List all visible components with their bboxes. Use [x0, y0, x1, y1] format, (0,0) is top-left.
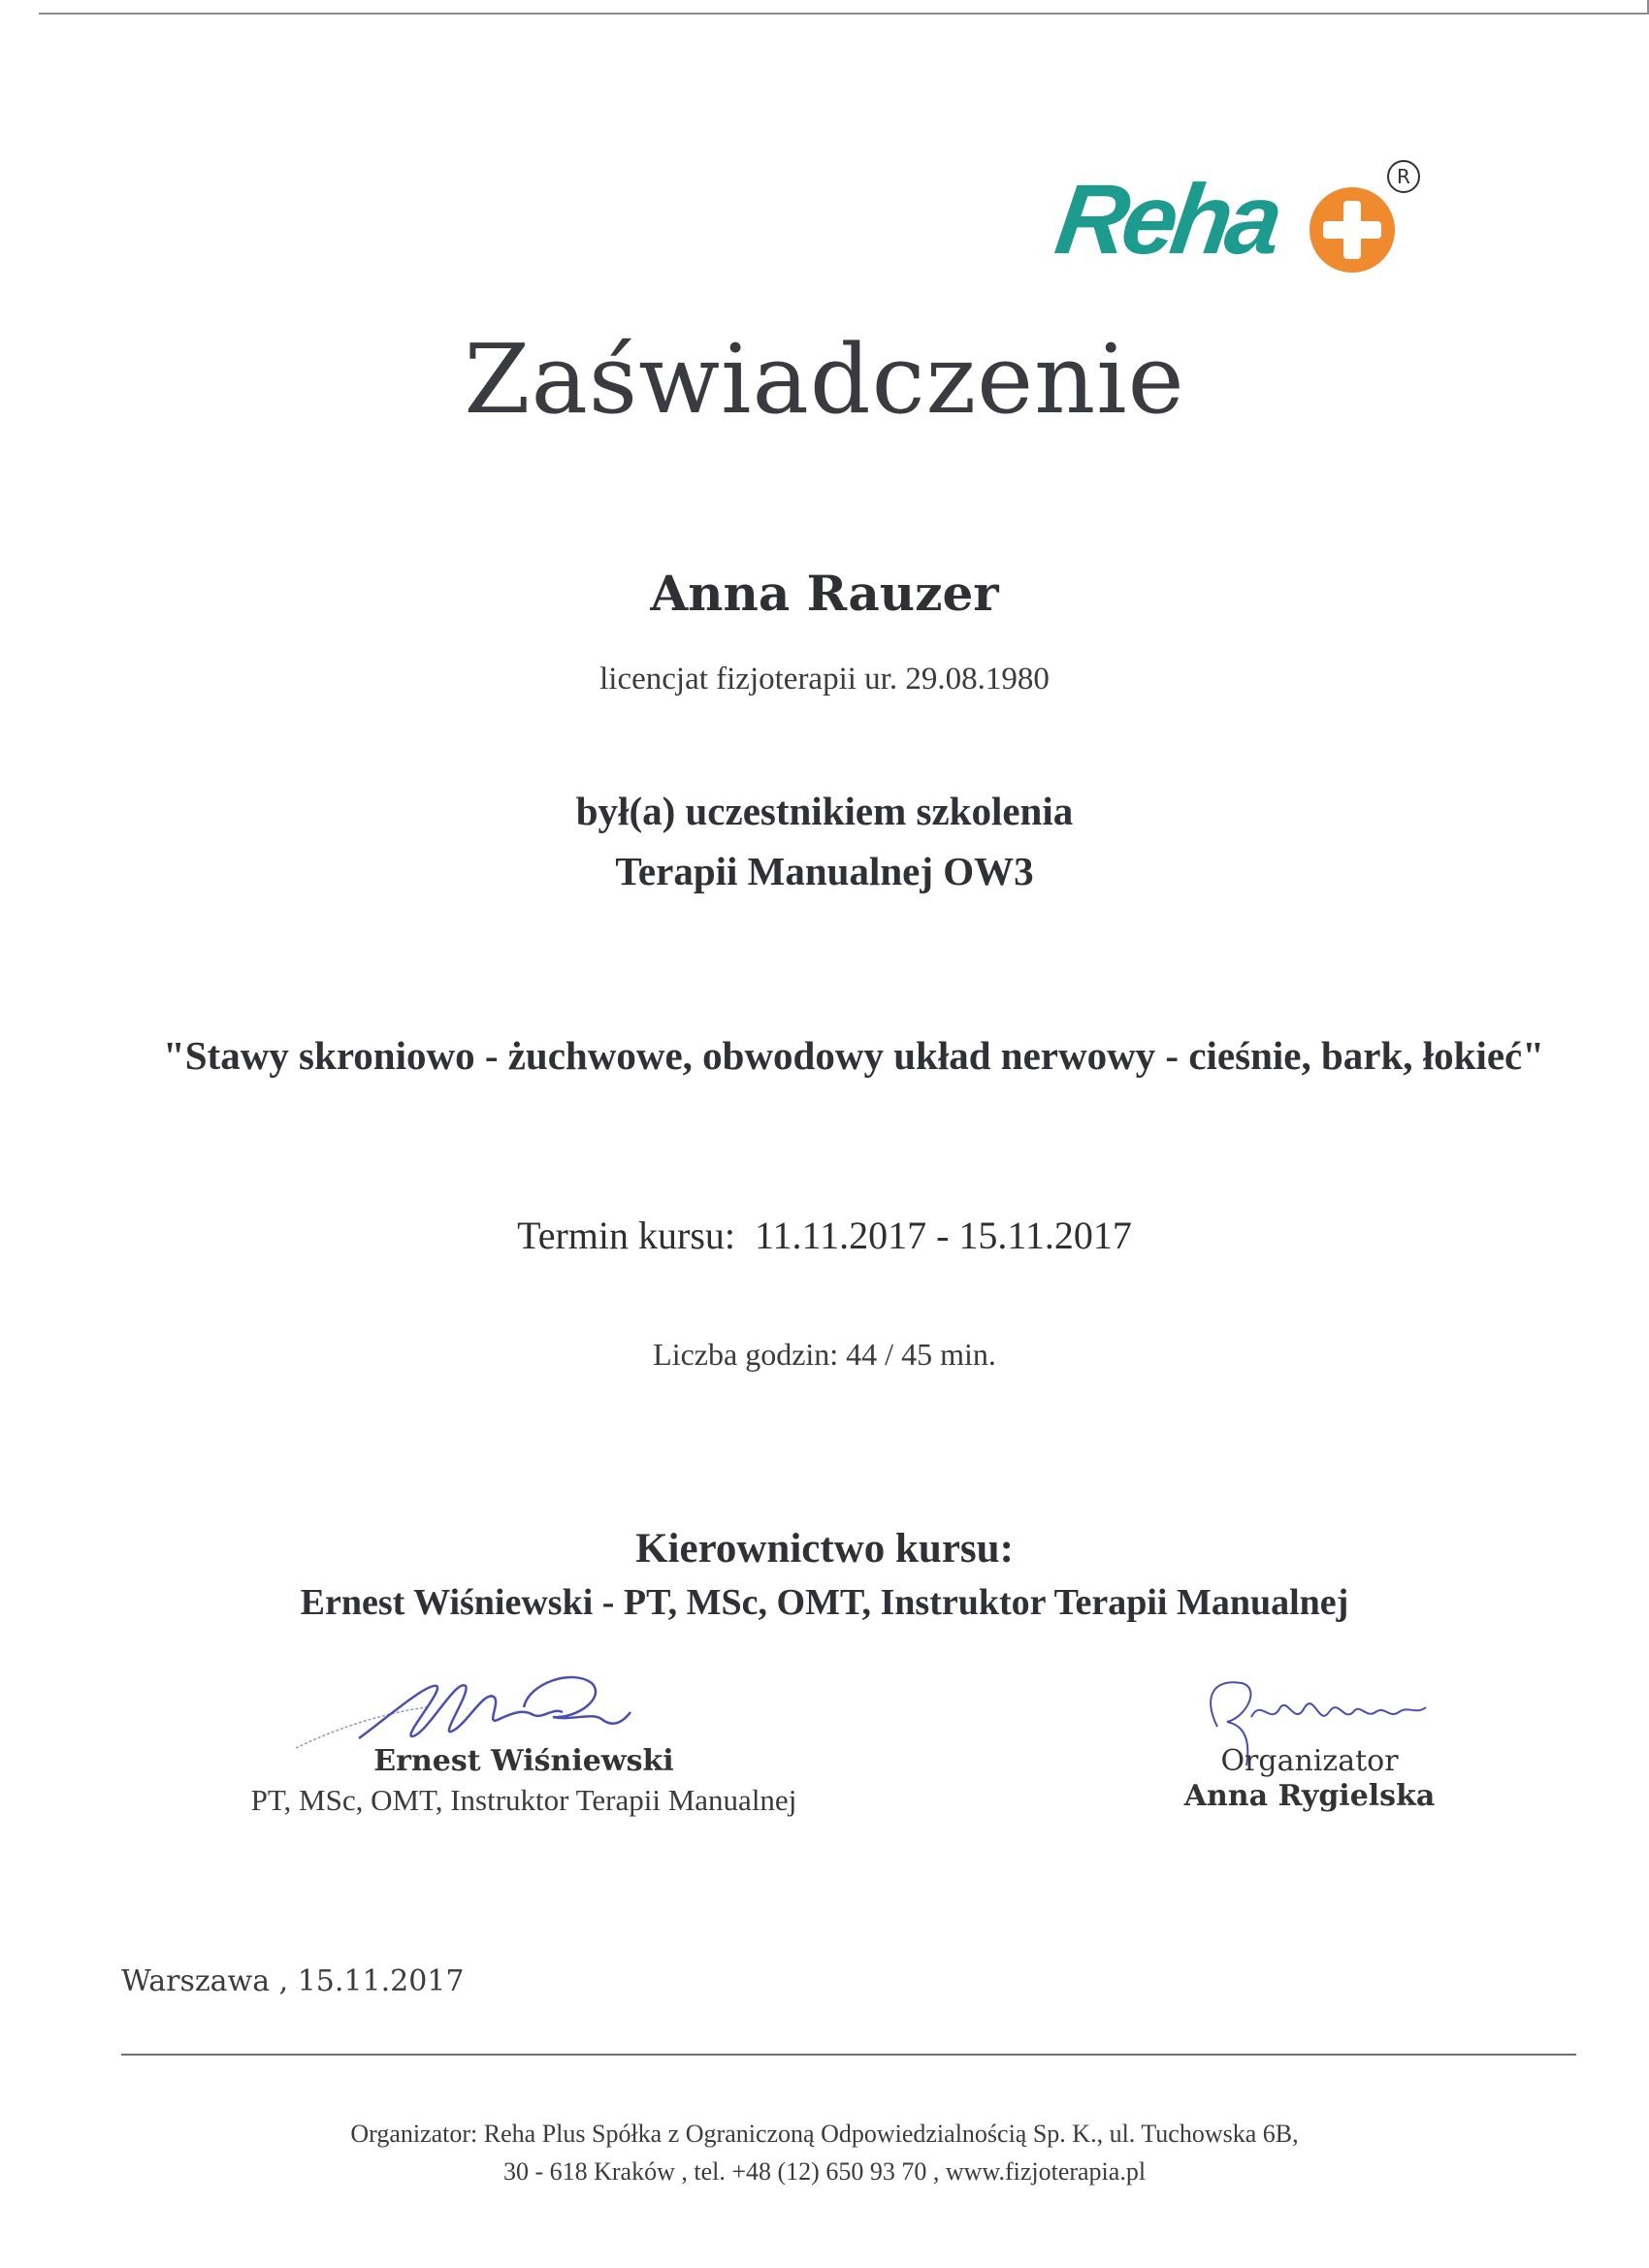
instructor-title: PT, MSc, OMT, Instruktor Terapii Manualnej — [250, 1783, 797, 1817]
plus-circle-icon — [1310, 187, 1395, 273]
course-hours-value: 44 / 45 min. — [846, 1337, 996, 1372]
participation-line-2: Terapii Manualnej OW3 — [615, 849, 1034, 893]
organizer-name: Anna Rygielska — [1183, 1779, 1436, 1813]
management-label: Kierownictwo kursu: — [635, 1526, 1014, 1571]
footer-organizer-info — [0, 2115, 1649, 2190]
course-term — [0, 1213, 1649, 1258]
top-border-line — [39, 13, 1649, 15]
signature-block-organizer — [1135, 1659, 1484, 1833]
course-hours-label: Liczba godzin: — [653, 1337, 839, 1372]
recipient-description: licencjat fizjoterapii ur. 29.08.1980 — [599, 662, 1050, 697]
participation-statement — [0, 781, 1649, 901]
course-hours — [0, 1337, 1649, 1373]
course-topic: "Stawy skroniowo - żuchwowe, obwodowy układ nerwowy - cieśnie, bark, łokieć" — [162, 1033, 1545, 1078]
instructor-name: Ernest Wiśniewski — [373, 1744, 674, 1778]
reha-plus-logo — [1049, 150, 1445, 286]
signature-block-instructor — [194, 1659, 873, 1833]
footer-line-2: 30 - 618 Kraków , tel. +48 (12) 650 93 70 , www.fizjoterapia.pl — [502, 2157, 1147, 2186]
course-term-value: 11.11.2017 - 15.11.2017 — [755, 1214, 1132, 1257]
document-title: Zaświadczenie — [464, 325, 1185, 436]
registered-mark-icon: R — [1387, 160, 1420, 193]
course-term-label: Termin kursu: — [517, 1214, 736, 1257]
footer-divider — [121, 2054, 1576, 2056]
place-and-date: Warszawa , 15.11.2017 — [121, 1964, 465, 1998]
footer-line-1: Organizator: Reha Plus Spółka z Ograniczoną Odpowiedzialnością Sp. K., ul. Tuchowska 6B, — [350, 2120, 1299, 2148]
management-person: Ernest Wiśniewski - PT, MSc, OMT, Instruktor Terapii Manualnej — [300, 1582, 1349, 1623]
recipient-name: Anna Rauzer — [650, 565, 999, 622]
participation-line-1: był(a) uczestnikiem szkolenia — [575, 789, 1074, 833]
organizer-label: Organizator — [1220, 1744, 1399, 1778]
logo-text: Reha — [1049, 164, 1284, 275]
